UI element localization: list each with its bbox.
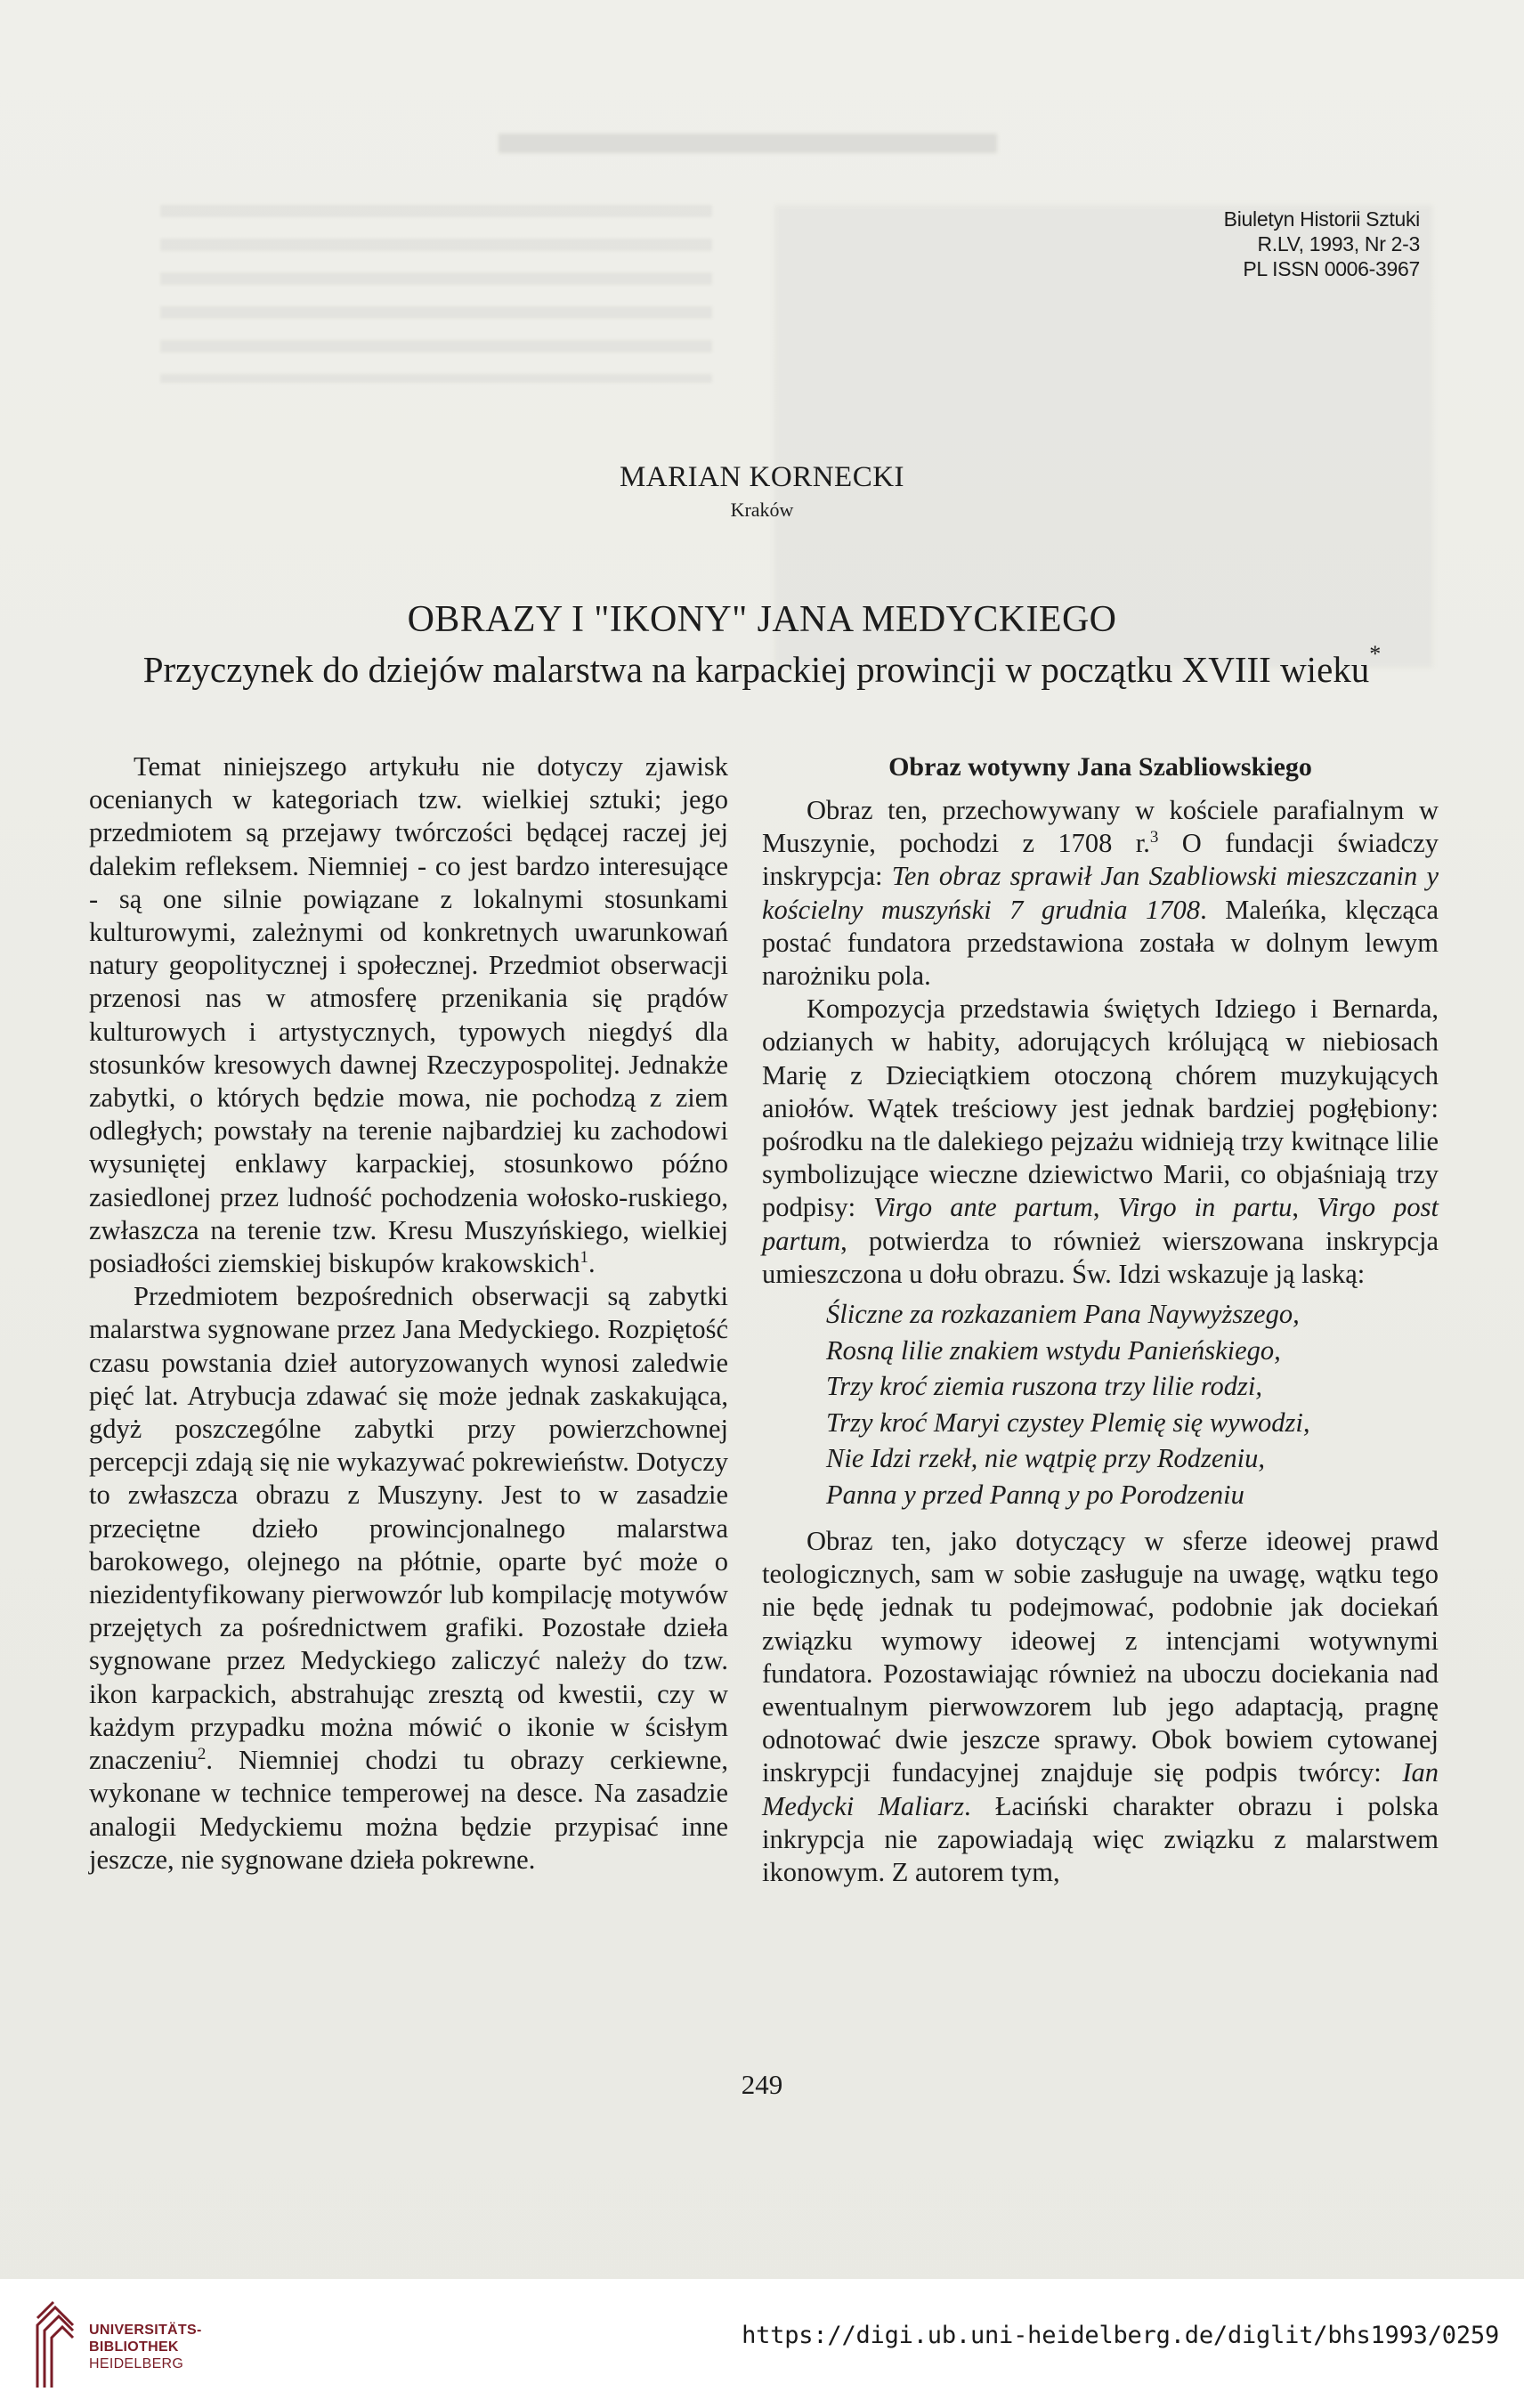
paragraph-text: . Łaciński charakter obrazu i polska inkrypcja nie zapowiadają więc związku z malarstwem ikonowym. Z autorem tym, [762, 1790, 1439, 1888]
footnote-ref[interactable]: 2 [197, 1744, 207, 1763]
bleed-through-header [499, 134, 997, 153]
left-column [89, 750, 728, 1877]
subtitle-text: Przyczynek do dziejów malarstwa na karpackiej prowincji w początku XVIII wieku [142, 649, 1370, 690]
paragraph-text: . Maleńka, klęcząca postać fundatora przedstawiona została w dolnym lewym narożniku pola. [762, 894, 1439, 992]
paragraph-text: Obraz ten, jako dotyczący w sferze ideowej prawd teologicznych, sam w sobie zasługuje na uwagę, wątku tego nie będę jednak tu podejmować, podobnie jak dociekań związku wymowy ideowej z intencjami wotywnymi fundatora. Pozostawiając również na uboczu dociekania nad ewentualnym pierwowzorem lub jego adaptacją, pragnę odnotować dwie jeszcze sprawy. Obok bowiem cytowanej inskrypcji fundacyjnej znajduje się podpis twórcy: [762, 1526, 1439, 1788]
right-column [762, 750, 1439, 1889]
article-subtitle [0, 641, 1524, 691]
paragraph-text: . Niemniej chodzi tu obrazy cerkiewne, wykonane w technice temperowej na desce. Na zasadzie analogii Medyckiemu można będzie przypisać inne jeszcze, nie sygnowane dzieła pokrewne. [89, 1745, 728, 1875]
poem-line: Panna y przed Panną y po Porodzeniu [826, 1479, 1244, 1510]
footnote-ref[interactable]: 1 [580, 1247, 588, 1267]
journal-volume: R.LV, 1993, Nr 2-3 [1257, 232, 1420, 255]
article-title: OBRAZY I "IKONY" JANA MEDYCKIEGO [407, 599, 1117, 640]
library-line-1: UNIVERSITÄTS- [89, 2323, 202, 2338]
latin-caption: Virgo post partum [762, 1192, 1439, 1256]
subtitle-footnote-mark: * [1369, 641, 1382, 668]
paragraph-text: , [1292, 1192, 1317, 1223]
poem-line: Śliczne za rozkazaniem Pana Naywyższego, [826, 1299, 1300, 1330]
paragraph [89, 1280, 728, 1877]
paragraph-text: Obraz ten, przechowywany w kościele parafialnym w Muszynie, pochodzi z 1708 r. [762, 795, 1439, 859]
paragraph [762, 794, 1439, 993]
paragraph-text: Kompozycja przedstawia świętych Idziego i Bernarda, odzianych w habity, adorujących królującą w niebiosach Marię z Dzieciątkiem otoczoną chórem muzykujących aniołów. Wątek treściowy jest jednak bardziej pogłębiony: pośrodku na tle dalekiego pejzażu widnieją trzy kwitnące lilie symbolizujące wieczne dziewictwo Marii, co objaśniają trzy podpisy: [762, 993, 1439, 1223]
journal-info [1224, 207, 1420, 281]
inscription-quote: Ten obraz sprawił Jan Szabliowski mieszczanin y kościelny muszyński 7 grudnia 1708 [762, 861, 1439, 925]
footnote-ref[interactable]: 3 [1149, 828, 1159, 847]
paragraph-text: , [1092, 1192, 1118, 1223]
poem-line: Trzy kroć ziemia ruszona trzy lilie rodzi, [826, 1371, 1262, 1402]
paragraph-text: Przedmiotem bezpośrednich obserwacji są zabytki malarstwa sygnowane przez Jana Medyckiego. Rozpiętość czasu powstania dzieł autoryzowanych wynosi zaledwie pięć lat. Atrybucja zdawać się może jednak zaskakująca, gdyż poszczególne zabytki przy powierzchownej percepcji zdają się nie wykazywać pokrewieństw. Dotyczy to zwłaszcza obrazu z Muszyny. Jest to w zasadzie przeciętne dzieło prowincjonalnego malarstwa barokowego, olejnego na płótnie, oparte być może o niezidentyfikowany pierwowzór lub kompilację motywów przejętych za pośrednictwem grafiki. Pozostałe dzieła sygnowane przez Medyckiego zaliczyć należy do tzw. ikon karpackich, abstrahując zresztą od kwestii, czy w każdym przypadku można mówić o ikonie w ścisłym znaczeniu [89, 1281, 728, 1776]
poem-line: Trzy kroć Maryi czystey Plemię się wywodzi, [826, 1407, 1310, 1438]
article-author: MARIAN KORNECKI [619, 461, 905, 493]
latin-caption: Virgo ante partum [873, 1192, 1093, 1223]
page-number: 249 [741, 2069, 783, 2100]
bleed-through-text [160, 205, 712, 383]
paragraph-text: O fundacji świadczy inskrypcja: [762, 828, 1439, 892]
library-line-3: HEIDELBERG [89, 2356, 184, 2372]
paragraph [762, 993, 1439, 1291]
paragraph-text: . [588, 1248, 596, 1279]
paragraph-text: , potwierdza to również wierszowana inskrypcja umieszczona u dołu obrazu. Św. Idzi wskazuje ją laską: [762, 1225, 1439, 1289]
paragraph-text: Temat niniejszego artykułu nie dotyczy zjawisk ocenianych w kategoriach tzw. wielkiej sztuki; jego przedmiotem są przejawy twórczości będącej raczej jej dalekim refleksem. Niemniej - co jest bardzo interesujące - są one silnie powiązane z lokalnymi stosunkami kulturowymi, zależnymi od konkretnych uwarunkowań natury geopolitycznej i społecznej. Przedmiot obserwacji przenosi nas w atmosferę przenikania się prądów kulturowych i artystycznych, typowych niegdyś dla stosunków kresowych dawnej Rzeczypospolitej. Jednakże zabytki, o których będzie mowa, nie pochodzą z ziem odległych; powstały na terenie najbardziej ku zachodowi wysuniętej enklawy karpackiej, stosunkowo późno zasiedlonej przez ludność pochodzenia wołosko-ruskiego, zwłaszcza na terenie tzw. Kresu Muszyńskiego, wielkiej posiadłości ziemskiej biskupów krakowskich [89, 751, 728, 1279]
poem-inscription [826, 1296, 1439, 1512]
library-name [89, 2322, 202, 2372]
journal-name: Biuletyn Historii Sztuki [1223, 207, 1420, 231]
journal-issn: PL ISSN 0006-3967 [1243, 257, 1420, 280]
library-line-2: BIBLIOTHEK [89, 2339, 179, 2355]
poem-line: Rosną lilie znakiem wstydu Panieńskiego, [826, 1334, 1281, 1366]
painter-signature: Ian Medycki Maliarz [762, 1757, 1439, 1821]
poem-line: Nie Idzi rzekł, nie wątpię przy Rodzeniu, [826, 1443, 1266, 1474]
paragraph [89, 750, 728, 1280]
latin-caption: Virgo in partu [1117, 1192, 1293, 1223]
section-heading: Obraz wotywny Jana Szabliowskiego [888, 752, 1312, 782]
university-library-logo-icon[interactable] [34, 2299, 77, 2391]
author-city: Kraków [730, 499, 794, 521]
paragraph [762, 1525, 1439, 1889]
permalink-url[interactable]: https://digi.ub.uni-heidelberg.de/diglit/bhs1993/0259 [742, 2322, 1499, 2349]
